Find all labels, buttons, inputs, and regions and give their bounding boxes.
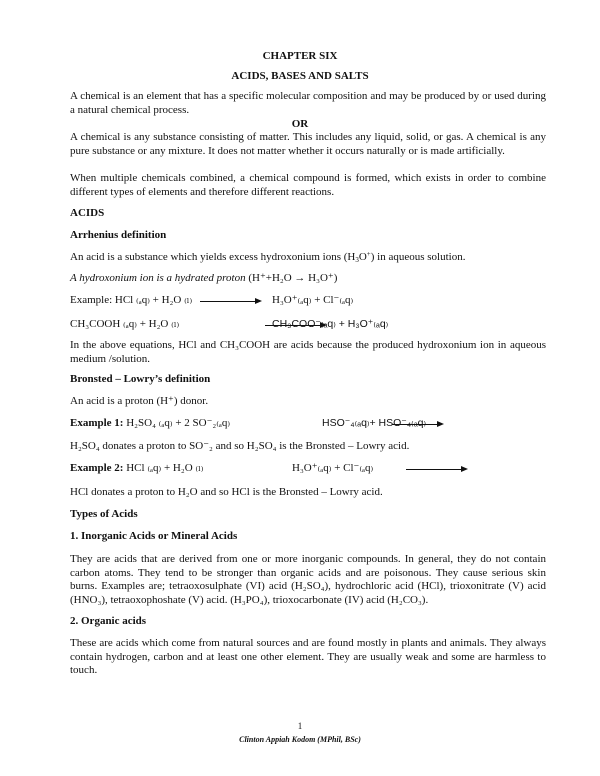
inorganic-acids-text: They are acids that are derived from one or more inorganic compounds. In general, they do not contain carbon atoms. They tend to be stronger than organic acids and are poisonous. They cause serious skin burns. Examples are; tetraoxosulphate (VI) acid (H₂SO₄), hydrochloric acid (HCl), trioxonitrate (V) acid (HNO₃), tetraoxophoshate (V) acid. (H₃PO₄), trioxocarbonate (IV) acid (H₂CO₃). (70, 553, 546, 606)
inorganic-acids-heading: 1. Inorganic Acids or Mineral Acids (70, 530, 238, 542)
arrhenius-example-1: Example: HCl ₍ₐq₎ + H₂O ₍ₗ₎ (70, 294, 193, 306)
reaction-arrow-icon (200, 297, 262, 307)
footer-author: Clinton Appiah Kodom (MPhil, BSc) (239, 735, 361, 744)
bronsted-example-2-note: HCl donates a proton to H₂O and so HCl is the Bronsted – Lowry acid. (70, 486, 383, 498)
arrhenius-heading: Arrhenius definition (70, 229, 167, 241)
arrhenius-conclusion: In the above equations, HCl and CH₃COOH are acids because the produced hydroxonium ion in aqueous medium /solution. (70, 339, 546, 365)
organic-acids-text: These are acids which come from natural sources and are found mostly in plants and animals. They always contain hydrogen, carbon and at least one other element. They are usually weak and some are harmless to touch. (70, 637, 546, 676)
bronsted-example-1-note: H₂SO₄ donates a proton to SO⁻₂ and so H₂SO₄ is the Bronsted – Lowry acid. (70, 440, 410, 452)
intro-paragraph-2: A chemical is any substance consisting of matter. This includes any liquid, solid, or gas. A chemical is any pure substance or any mixture. It does not matter whether it occurs naturally or is made artificially. (70, 131, 546, 157)
bronsted-example-1-products: HSO⁻₄₍ₐq₎+ HSO⁻₄₍ₐq₎ (322, 417, 427, 429)
intro-paragraph-1: A chemical is an element that has a specific molecular composition and may be produced by or used during a natural chemical process. (70, 90, 546, 116)
arrhenius-example-2-products: CH₃COO⁻₍ₐq₎ + H₃O⁺₍ₐq₎ (272, 318, 389, 330)
acids-heading: ACIDS (70, 207, 105, 219)
bronsted-example-1: Example 1: H₂SO₄ ₍ₐq₎ + 2 SO⁻₂₍ₐq₎ (70, 417, 231, 429)
bronsted-example-2: Example 2: HCl ₍ₐq₎ + H₂O ₍ₗ₎ (70, 462, 204, 474)
chapter-title: ACIDS, BASES AND SALTS (231, 70, 369, 82)
bronsted-example-2-products: H₃O⁺₍ₐq₎ + Cl⁻₍ₐq₎ (292, 462, 374, 474)
hydroxonium-note: A hydroxonium ion is a hydrated proton (H⁺+H₂O → H₃O⁺) (70, 272, 338, 284)
reaction-arrow-icon (406, 465, 468, 475)
types-heading: Types of Acids (70, 508, 138, 520)
page-number: 1 (297, 721, 303, 731)
intro-paragraph-3: When multiple chemicals combined, a chemical compound is formed, which exists in order to combine different types of elements and therefore different reactions. (70, 172, 546, 198)
chapter-label: CHAPTER SIX (262, 50, 338, 62)
organic-acids-heading: 2. Organic acids (70, 615, 147, 627)
arrhenius-example-1-products: H₃O⁺₍ₐq₎ + Cl⁻₍ₐq₎ (272, 294, 354, 306)
bronsted-definition: An acid is a proton (H⁺) donor. (70, 395, 209, 407)
arrhenius-definition: An acid is a substance which yields excess hydroxonium ions $(H_3O^+)$ in aqueous solution. (70, 250, 466, 264)
bronsted-heading: Bronsted – Lowry’s definition (70, 373, 211, 385)
or-separator: OR (291, 118, 309, 130)
arrhenius-example-2: CH₃COOH ₍ₐq₎ + H₂O ₍ₗ₎ (70, 318, 180, 330)
